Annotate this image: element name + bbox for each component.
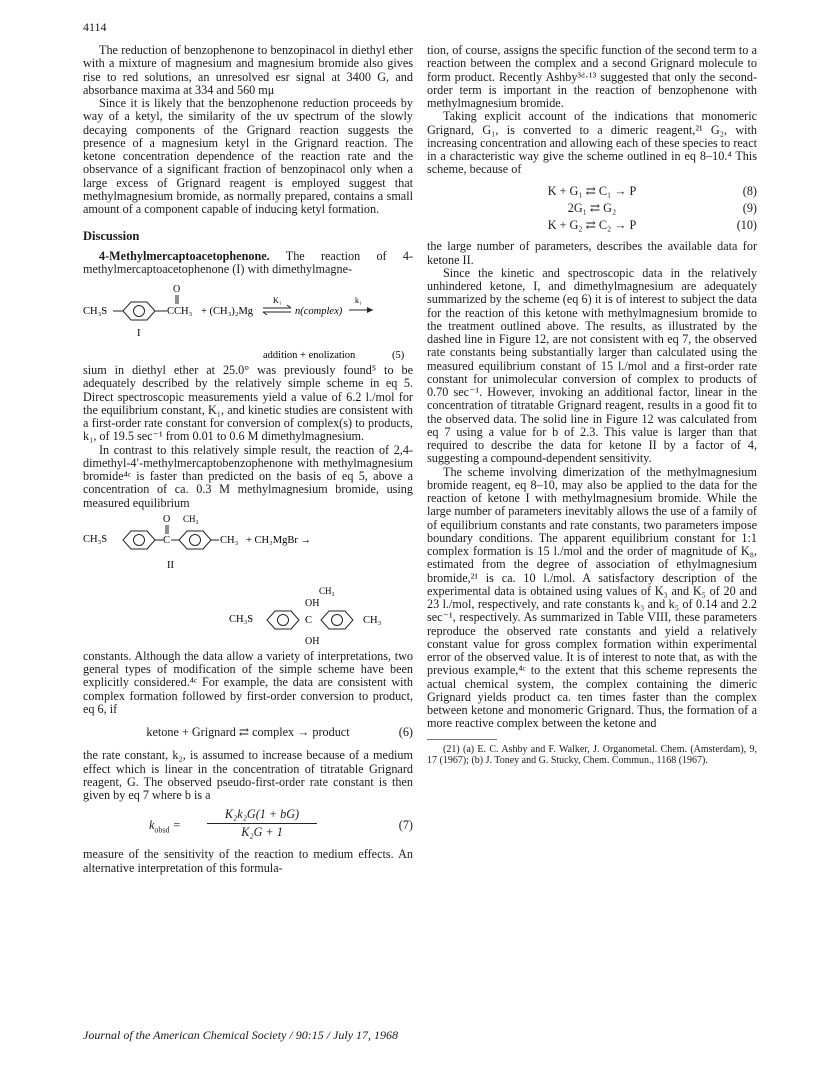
equation-text: 2G₁ ⇄ G₂ (567, 200, 617, 215)
ch3-label: CH₃ (319, 585, 335, 596)
subscript: obsd (154, 825, 170, 835)
equation-text: K + G₁ ⇄ C₁ → P (547, 183, 637, 198)
page-number: 4114 (83, 20, 107, 34)
hydroxyl-label: OH (305, 597, 320, 609)
paragraph: tion, of course, assigns the specific function of the second term to a reaction between the complex and a second Grignard molecule to form product. Recently Ashby³ᵈ·¹³ suggested that only the second-order term is important in the reaction of benzophenone with methylmagnesium bromide. (427, 43, 757, 110)
equation-denominator: K₂G + 1 (241, 825, 283, 840)
fraction-bar (207, 823, 317, 824)
aromatic-circle (190, 534, 201, 545)
ch3-label: CH₃ (183, 513, 199, 524)
paragraph: measure of the sensitivity of the reaction to medium effects. An alternative interpretation of this formula- (83, 847, 413, 875)
ch3-label: CH₃ (363, 614, 382, 626)
equation-7 (83, 808, 413, 842)
paragraph: The scheme involving dimerization of the methylmagnesium bromide reagent, eq 8–10, may also be applied to the data for the reaction of ketone I with methylmagnesium bromide. While the large number of parameters inevitably allows the use of a family of of equilibrium constants and rate constants, two parameters impose boundary conditions. The apparent equilibrium constant for 1:1 complex formation is 15 l./mol and the order of magnitude of K₈, estimated from the degree of association of ethylmagnesium bromide,²¹ is ca. 10 l./mol. A satisfactory description of the experimental data is obtained using values of K₃ and K₅ of 20 and 23 l./mol, respectively, and rate constants k₃ and k₅ of 0.14 and 2.2 sec⁻¹, respectively. As summarized in Table VIII, these parameters reproduce the observed rate constants and yield a relatively constant value for gross complex formation within experimental error of the observed value. It is of interest to note that, as with the previous example,⁴ᶜ to the extent that this scheme represents the actual chemical system, the complex containing the dimeric Grignard yields product ca. ten times faster than the complex between ketone and monomeric Grignard. Thus, the formation of a more reactive complex between the ketone and (427, 464, 757, 731)
equation-number: (7) (398, 818, 413, 833)
paragraph-lead: 4-Methylmercaptoacetophenone. (99, 248, 270, 263)
ch3s-label: CH₃S (83, 533, 108, 545)
aromatic-circle (332, 614, 343, 625)
reagent-label: + CH₃MgBr → (246, 534, 312, 546)
eq5-caption: addition + enolization (263, 350, 356, 361)
kk1-label: k₁ (355, 296, 362, 305)
paragraph: The reduction of benzophenone to benzopinacol in diethyl ether with a mixture of magnesium and magnesium bromide also gives rise to red solutions, an unresolved esr signal at 3400 G, and absorbance maxima at 334 and 560 mμ (83, 43, 413, 97)
scheme-ketone-II (83, 510, 413, 650)
carbon-label: C (305, 614, 313, 626)
scheme-eq5 (83, 276, 413, 364)
carbon-label: C (163, 534, 171, 546)
paragraph: sium in diethyl ether at 25.0° was previously found⁵ to be adequately described by the relatively simple scheme in eq 5. Direct spectroscopic measurements yield a value of 6.2 l./mol for the equilibrium constant, K₁, and kinetic studies are consistent with a first-order rate constant for conversion of complex(s) to products, k₁, of 19.5 sec⁻¹ from 0.01 to 0.6 M dimethylmagnesium. (83, 363, 413, 444)
footnote-reference: (21) (a) E. C. Ashby and F. Walker, J. Organometal. Chem. (Amsterdam), 9, 17 (1967); (b) J. Toney and G. Stucky, Chem. Commun., 1168 (1967). (427, 743, 757, 766)
equation-text: K + G₂ ⇄ C₂ → P (547, 218, 637, 232)
aromatic-circle (278, 614, 289, 625)
aromatic-circle (134, 306, 145, 317)
eq5-number: (5) (392, 350, 405, 361)
ncomplex-label: n(complex) (295, 306, 343, 317)
footnote-rule (427, 739, 497, 740)
compound-label-I: I (137, 328, 141, 339)
aromatic-circle (134, 534, 145, 545)
equation-10 (427, 219, 757, 232)
paragraph (83, 250, 413, 277)
ch3s-label: CH₃S (83, 306, 108, 317)
compound-label-II: II (167, 559, 174, 571)
ch3s-label: CH₃S (229, 613, 254, 625)
arrowhead (367, 307, 373, 313)
cch3-label: CCH₃ (167, 306, 193, 317)
k-symbol: k (149, 818, 155, 833)
benzene-ring (179, 531, 211, 549)
oxygen-label: O (173, 284, 181, 295)
equation-text: ketone + Grignard ⇄ complex → product (146, 725, 350, 739)
ch3-label: CH₃ (220, 534, 239, 546)
paragraph: In contrast to this relatively simple result, the reaction of 2,4-dimethyl-4′-methylmercaptobenzophenone with methylmagnesium bromide⁴ᶜ is faster than predicted on the basis of eq 5, above a concentration of ca. 0.3 M methylmagnesium bromide, using measured equilibrium (83, 442, 413, 510)
equation-9 (427, 202, 757, 215)
dimethylmagnesium-label: + (CH₃)₂Mg (201, 306, 254, 317)
benzene-ring (123, 302, 155, 320)
paragraph: Since the kinetic and spectroscopic data in the relatively unhindered ketone, I, and dimethylmagnesium are adequately summarized by the scheme (eq 6) it is of interest to subject the data for the reaction of this ketone with methylmagnesium bromide to the treatment outlined above. The results, as illustrated by the dashed line in Figure 12, are not consistent with eq 7, the observed rate constants being substantially larger than calculated using the measured equilibrium constant of 15 l./mol and a first-order rate constant for unimolecular conversion of complex to products of 0.70 sec⁻¹. However, invoking an additional factor, linear in the concentration of titratable Grignard reagent, results in a good fit to the observed data. The solid line in Figure 12 was calculated from eq 7 using a value for b of 2.3. This value is larger than that required to describe the data for ketone II by a factor of 4, suggesting a compound-dependent sensitivity. (427, 265, 757, 466)
equation-number: (6) (398, 725, 413, 739)
paragraph: Taking explicit account of the indications that monomeric Grignard, G₁, is converted to a dimeric reagent,²¹ G₂, with increasing concentration and allowing each of these species to react in a characteristic way give the scheme outlined in eq 8–10.⁴ This scheme, because of (427, 109, 757, 177)
equation-number: (9) (742, 200, 757, 215)
paragraph: the rate constant, k₂, is assumed to increase because of a medium effect which is linear in the concentration of titratable Grignard reagent, G. The observed pseudo-first-order rate constant is then given by eq 7 where b is a (83, 748, 413, 802)
equation-6 (83, 726, 413, 739)
hydroxyl-label: OH (305, 635, 320, 647)
equation-number: (10) (736, 218, 757, 232)
paragraph: the large number of parameters, describes the available data for ketone II. (427, 239, 757, 267)
left-column (83, 44, 413, 875)
equation-number: (8) (742, 183, 757, 198)
oxygen-label: O (163, 513, 171, 525)
equation-lhs: $k_{obsd}$ = (149, 818, 181, 835)
k1-label: K₁ (273, 296, 282, 305)
right-column (427, 44, 757, 766)
equation-numerator: K₂k₂G(1 + bG) (224, 807, 300, 822)
paragraph-text: The reaction of 4-methylmercaptoacetophenone (I) with dimethylmagne- (83, 248, 414, 276)
benzene-ring (267, 611, 299, 629)
benzene-ring (123, 531, 155, 549)
equation-8 (427, 185, 757, 198)
paragraph: constants. Although the data allow a variety of interpretations, two general types of modification of the simple scheme have been explicitly considered.⁴ᶜ For example, the data are consistent with complex formation followed by first-order conversion to product, eq 6, if (83, 648, 413, 716)
section-heading: Discussion (83, 229, 140, 244)
paragraph: Since it is likely that the benzophenone reduction proceeds by way of a ketyl, the similarity of the uv spectrum of the slowly decaying components of the Grignard reaction suggests the presence of a magnesium ketyl in the Grignard reaction. The ketone concentration dependence of the reaction rate and the observance of a significant fraction of benzopinacol only when a large excess of Grignard reagent is employed suggest that methylmagnesium bromide, as normally prepared, contains a small amount of a component capable of inducing ketyl formation. (83, 96, 413, 216)
journal-footer: Journal of the American Chemical Society / 90:15 / July 17, 1968 (83, 1028, 399, 1042)
benzene-ring (321, 611, 353, 629)
